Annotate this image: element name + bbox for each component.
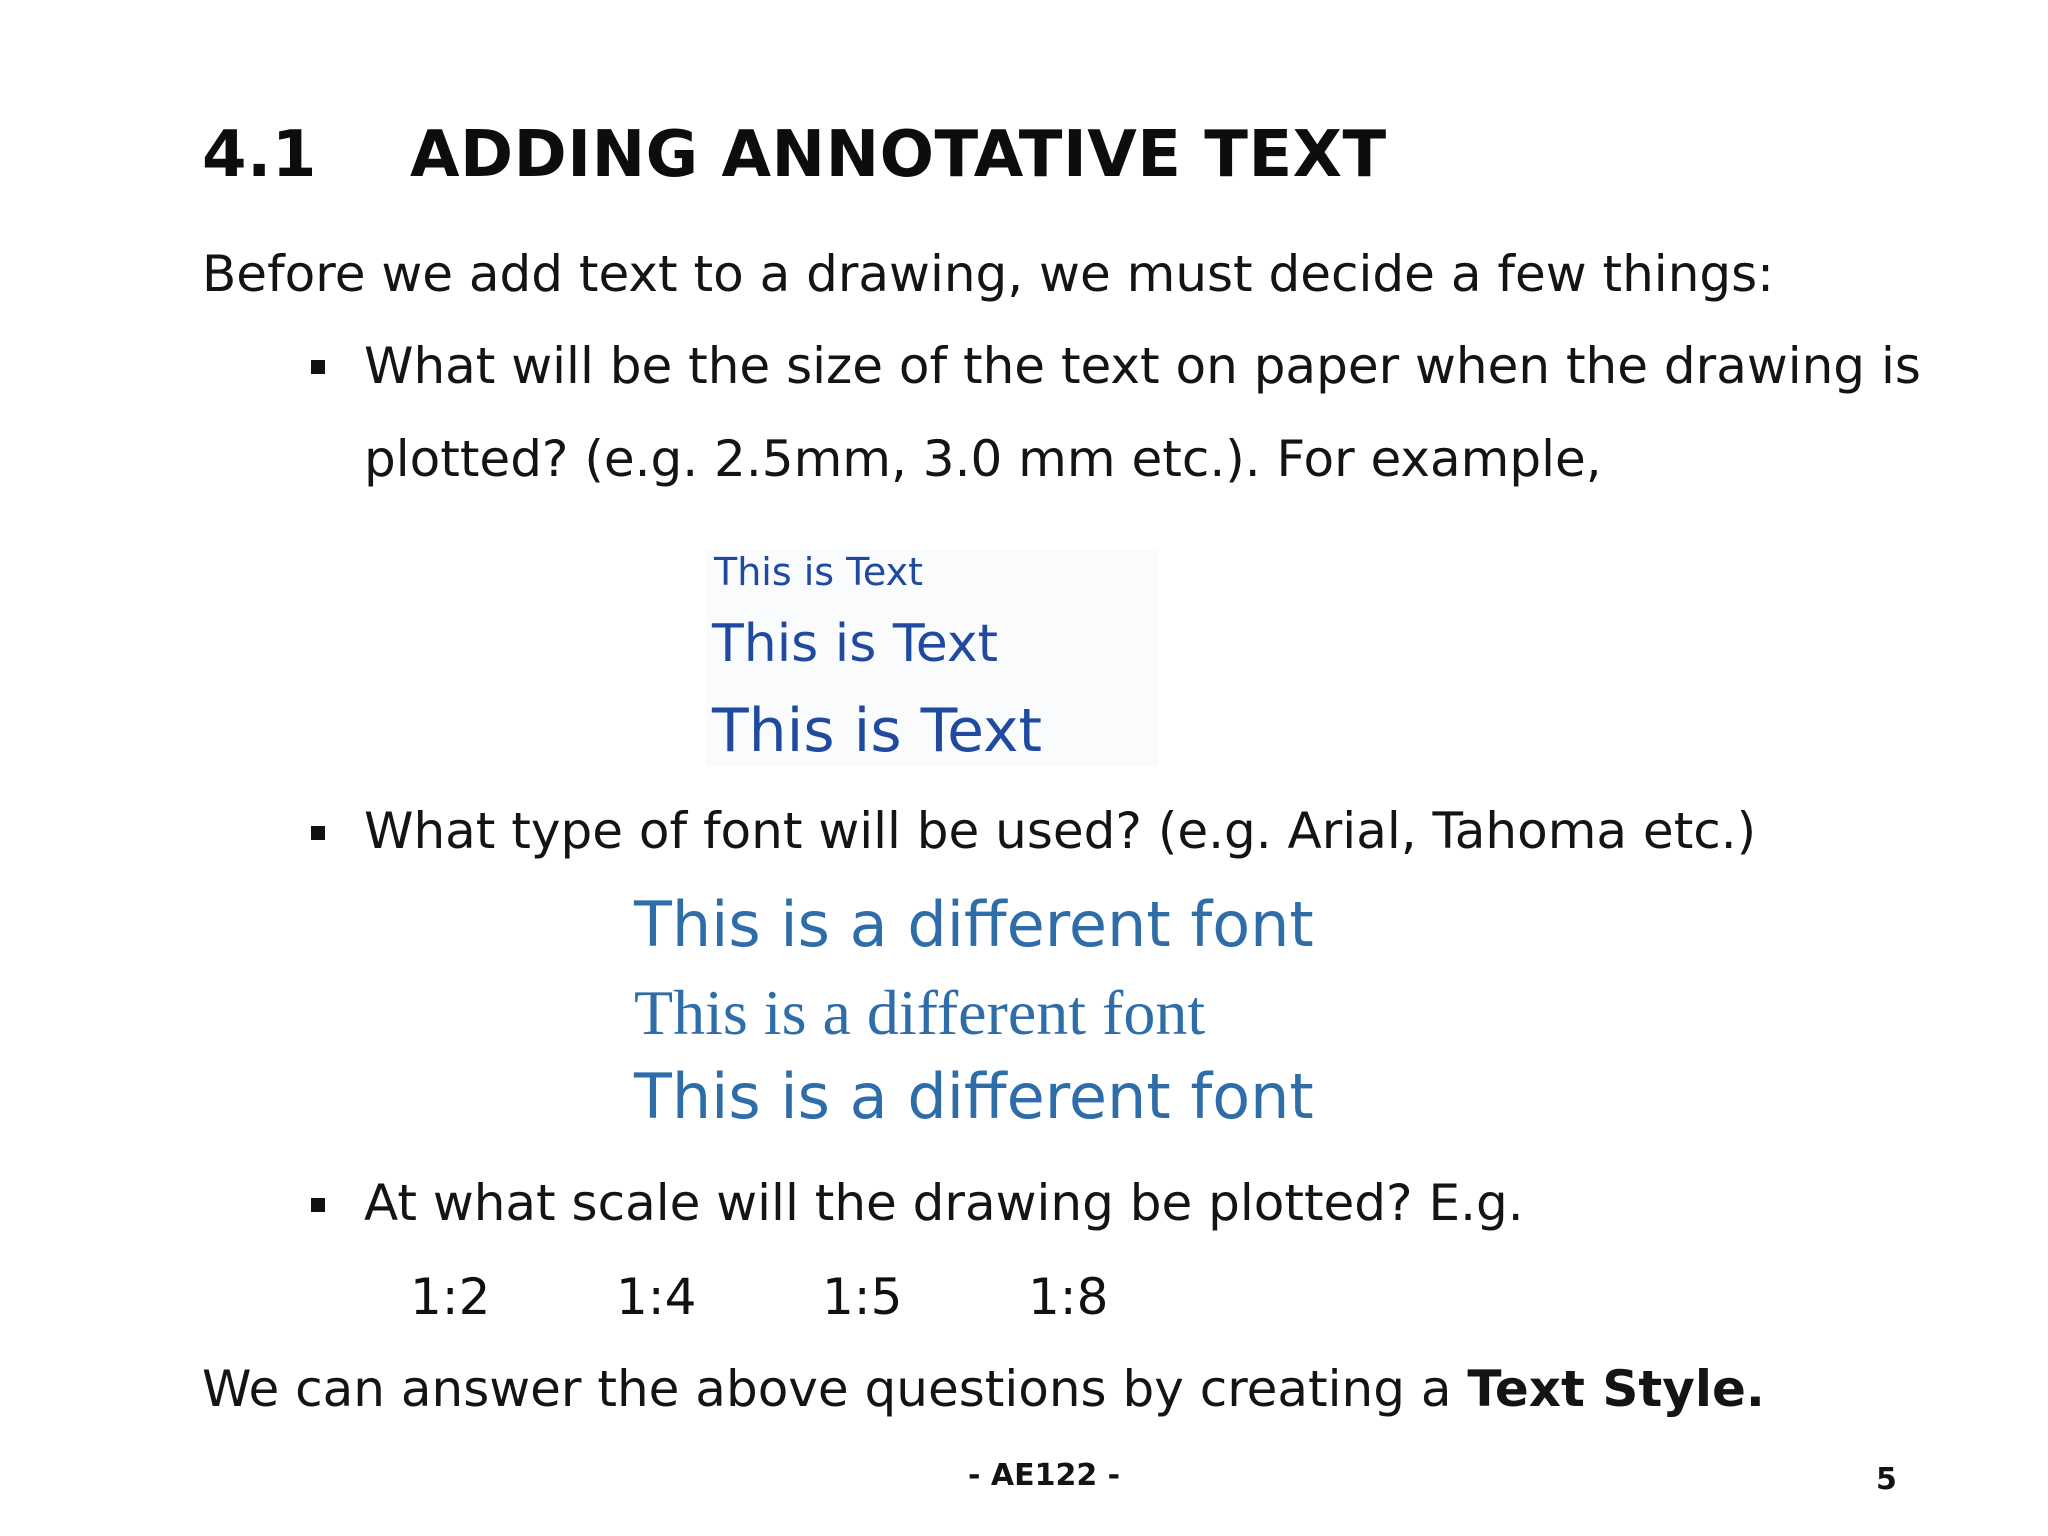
size-question-line-2: plotted? (e.g. 2.5mm, 3.0 mm etc.). For example, [364, 430, 1602, 488]
font-sample-serif: This is a different font [634, 977, 1206, 1048]
scale-example: 1:2 [410, 1268, 491, 1326]
bullet-square-icon [311, 826, 325, 840]
footer-course-code: - AE122 - [968, 1458, 1121, 1493]
bullet-square-icon [311, 360, 325, 374]
conclusion-paragraph [202, 1360, 1765, 1418]
text-style-emphasis: Text Style. [1467, 1360, 1765, 1418]
text-size-sample-small: This is Text [714, 550, 924, 594]
page-number: 5 [1876, 1462, 1897, 1497]
scale-example: 1:4 [616, 1268, 697, 1326]
conclusion-text: We can answer the above questions by creating a [202, 1360, 1468, 1418]
font-question: What type of font will be used? (e.g. Arial, Tahoma etc.) [364, 802, 1757, 860]
bullet-square-icon [311, 1198, 325, 1212]
size-question-line-1: What will be the size of the text on paper when the drawing is [364, 337, 1921, 395]
section-title: ADDING ANNOTATIVE TEXT [410, 118, 1387, 192]
scale-example: 1:8 [1028, 1268, 1109, 1326]
intro-paragraph: Before we add text to a drawing, we must decide a few things: [202, 245, 1775, 303]
scale-example: 1:5 [822, 1268, 903, 1326]
text-size-sample-large: This is Text [712, 696, 1043, 766]
text-size-sample-medium: This is Text [712, 614, 999, 674]
section-number: 4.1 [202, 118, 317, 192]
scale-question: At what scale will the drawing be plotted? E.g. [364, 1174, 1524, 1232]
font-sample-sans-alt: This is a different font [634, 1060, 1314, 1133]
font-sample-sans: This is a different font [634, 888, 1314, 961]
